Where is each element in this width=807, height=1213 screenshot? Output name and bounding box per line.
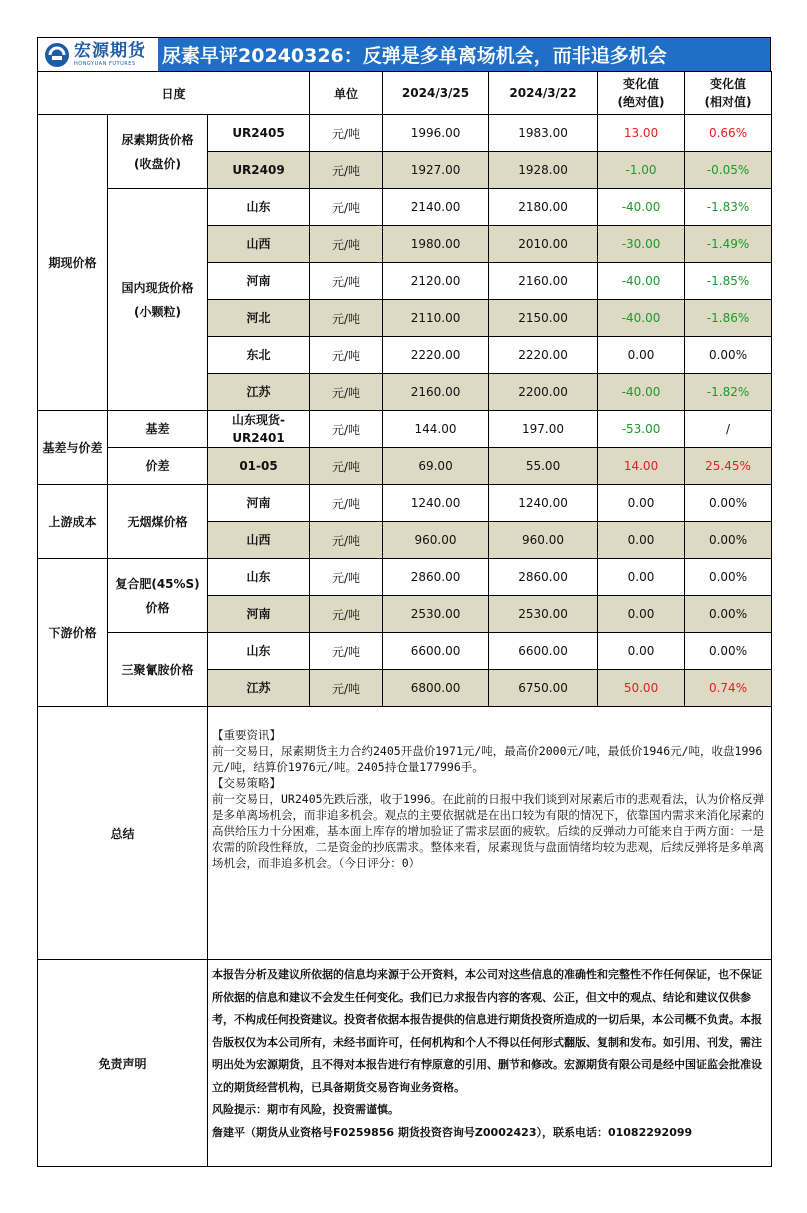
row-item-label: 山西 [208, 226, 310, 263]
summary-para2: 前一交易日，UR2405先跌后涨，收于1996。在此前的日报中我们谈到对尿素后市的悲观看法，认为价格反弹是多单离场机会，而非追多机会。观点的主要依据就是在出口较为有限的情况下，依靠国内需求来消化尿素的高供给压力十分困难，基本面上库存的增加验证了需求层面的疲软。后续的反弹动力可能来自于两方面：一是农需的阶段性释放，二是资金的抄底需求。整体来看，尿素现货与盘面情绪均较为悲观，后续反弹将是多单离场机会，而非追多机会。（今日评分：0） [212, 792, 765, 870]
row-rel-change: -1.83% [685, 189, 772, 226]
table-row [38, 189, 772, 226]
row-item-label: 山东 [208, 633, 310, 670]
row-abs-change: -1.00 [598, 152, 685, 189]
row-item-label: 山东 [208, 189, 310, 226]
col-header-rel-change: 变化值 (相对值) [685, 72, 772, 115]
disclaimer-row [38, 960, 772, 1167]
summary-row [38, 707, 772, 960]
disclaimer-risk: 风险提示：期市有风险，投资需谨慎。 [212, 1103, 399, 1116]
row-item-label: UR2405 [208, 115, 310, 152]
row-abs-change: -53.00 [598, 411, 685, 448]
logo-text-cn: 宏源期货 [74, 40, 146, 61]
row-rel-change: / [685, 411, 772, 448]
row-rel-change: -0.05% [685, 152, 772, 189]
row-unit: 元/吨 [310, 115, 383, 152]
subgroup-label: 基差 [108, 411, 208, 448]
row-unit: 元/吨 [310, 300, 383, 337]
disclaimer-author: 詹建平（期货从业资格号F0259856 期货投资咨询号Z0002423），联系电话：01082292099 [212, 1125, 693, 1139]
row-unit: 元/吨 [310, 374, 383, 411]
row-value-date2: 960.00 [489, 522, 598, 559]
row-item-label: 山西 [208, 522, 310, 559]
row-item-label: 山东 [208, 559, 310, 596]
row-value-date1: 2110.00 [383, 300, 489, 337]
row-unit: 元/吨 [310, 263, 383, 300]
row-value-date2: 6750.00 [489, 670, 598, 707]
row-value-date1: 1980.00 [383, 226, 489, 263]
row-abs-change: -30.00 [598, 226, 685, 263]
row-value-date1: 69.00 [383, 448, 489, 485]
price-table [37, 71, 772, 1167]
row-unit: 元/吨 [310, 226, 383, 263]
row-value-date2: 2530.00 [489, 596, 598, 633]
col-header-date1: 2024/3/25 [383, 72, 489, 115]
row-rel-change: 25.45% [685, 448, 772, 485]
report-sheet [37, 37, 771, 1167]
row-unit: 元/吨 [310, 522, 383, 559]
row-abs-change: 14.00 [598, 448, 685, 485]
row-abs-change: 0.00 [598, 485, 685, 522]
row-value-date2: 2160.00 [489, 263, 598, 300]
row-abs-change: 0.00 [598, 337, 685, 374]
table-row [38, 448, 772, 485]
row-rel-change: -1.86% [685, 300, 772, 337]
row-value-date1: 1240.00 [383, 485, 489, 522]
group-label: 下游价格 [38, 559, 108, 707]
summary-heading1: 【重要资讯】 [212, 728, 281, 742]
row-value-date1: 2530.00 [383, 596, 489, 633]
row-rel-change: -1.82% [685, 374, 772, 411]
row-abs-change: 0.00 [598, 596, 685, 633]
row-item-label: 01-05 [208, 448, 310, 485]
subgroup-label: 尿素期货价格 (收盘价) [108, 115, 208, 189]
row-value-date2: 2150.00 [489, 300, 598, 337]
row-value-date1: 1996.00 [383, 115, 489, 152]
summary-heading2: 【交易策略】 [212, 776, 281, 790]
row-item-label: 江苏 [208, 374, 310, 411]
group-label: 基差与价差 [38, 411, 108, 485]
row-value-date1: 2140.00 [383, 189, 489, 226]
disclaimer-body: 本报告分析及建议所依据的信息均来源于公开资料，本公司对这些信息的准确性和完整性不作任何保证，也不保证所依据的信息和建议不会发生任何变化。我们已力求报告内容的客观、公正，但文中的观点、结论和建议仅供参考，不构成任何投资建议。投资者依据本报告提供的信息进行期货投资所造成的一切后果，本公司概不负责。本报告版权仅为本公司所有，未经书面许可，任何机构和个人不得以任何形式翻版、复制和发布。如引用、刊发，需注明出处为宏源期货，且不得对本报告进行有悖原意的引用、删节和修改。宏源期货有限公司是经中国证监会批准设立的期货经营机构，已具备期货交易咨询业务资格。 [212, 968, 762, 1094]
row-value-date1: 960.00 [383, 522, 489, 559]
row-value-date2: 6600.00 [489, 633, 598, 670]
subgroup-label: 复合肥(45%S) 价格 [108, 559, 208, 633]
logo-text-en: HONGYUAN FUTURES [74, 60, 136, 67]
row-rel-change: 0.00% [685, 522, 772, 559]
row-unit: 元/吨 [310, 596, 383, 633]
row-value-date2: 55.00 [489, 448, 598, 485]
subgroup-label: 国内现货价格 (小颗粒) [108, 189, 208, 411]
row-rel-change: 0.00% [685, 596, 772, 633]
row-rel-change: 0.00% [685, 485, 772, 522]
summary-label: 总结 [38, 707, 208, 960]
row-value-date1: 6800.00 [383, 670, 489, 707]
row-rel-change: 0.00% [685, 633, 772, 670]
row-abs-change: -40.00 [598, 263, 685, 300]
subgroup-label: 三聚氰胺价格 [108, 633, 208, 707]
row-value-date2: 197.00 [489, 411, 598, 448]
logo-mark-icon [44, 42, 70, 68]
row-value-date2: 1240.00 [489, 485, 598, 522]
col-header-date2: 2024/3/22 [489, 72, 598, 115]
row-value-date1: 2860.00 [383, 559, 489, 596]
row-unit: 元/吨 [310, 670, 383, 707]
col-header-abs-change: 变化值 (绝对值) [598, 72, 685, 115]
row-unit: 元/吨 [310, 337, 383, 374]
row-unit: 元/吨 [310, 189, 383, 226]
company-logo [38, 38, 158, 71]
row-item-label: 山东现货- UR2401 [208, 411, 310, 448]
row-item-label: 河南 [208, 263, 310, 300]
row-item-label: 河南 [208, 596, 310, 633]
table-row [38, 633, 772, 670]
row-value-date1: 2220.00 [383, 337, 489, 374]
row-unit: 元/吨 [310, 633, 383, 670]
row-rel-change: 0.00% [685, 337, 772, 374]
row-abs-change: 13.00 [598, 115, 685, 152]
disclaimer-label: 免责声明 [38, 960, 208, 1167]
row-abs-change: -40.00 [598, 189, 685, 226]
group-label: 期现价格 [38, 115, 108, 411]
table-row [38, 559, 772, 596]
disclaimer-content [208, 960, 772, 1167]
row-rel-change: -1.85% [685, 263, 772, 300]
row-item-label: 东北 [208, 337, 310, 374]
row-item-label: UR2409 [208, 152, 310, 189]
subgroup-label: 无烟煤价格 [108, 485, 208, 559]
report-header [37, 37, 771, 71]
group-label: 上游成本 [38, 485, 108, 559]
row-value-date1: 1927.00 [383, 152, 489, 189]
row-unit: 元/吨 [310, 448, 383, 485]
row-unit: 元/吨 [310, 411, 383, 448]
row-abs-change: 0.00 [598, 633, 685, 670]
row-abs-change: 0.00 [598, 522, 685, 559]
row-value-date2: 2200.00 [489, 374, 598, 411]
row-value-date1: 2120.00 [383, 263, 489, 300]
report-title: 尿素早评20240326：反弹是多单离场机会，而非追多机会 [158, 38, 770, 71]
row-rel-change: 0.66% [685, 115, 772, 152]
row-abs-change: -40.00 [598, 300, 685, 337]
row-item-label: 河北 [208, 300, 310, 337]
row-item-label: 江苏 [208, 670, 310, 707]
col-header-dimension: 日度 [38, 72, 310, 115]
row-value-date2: 2220.00 [489, 337, 598, 374]
row-value-date1: 144.00 [383, 411, 489, 448]
row-abs-change: -40.00 [598, 374, 685, 411]
row-value-date2: 2010.00 [489, 226, 598, 263]
row-value-date1: 2160.00 [383, 374, 489, 411]
row-rel-change: 0.74% [685, 670, 772, 707]
table-row [38, 411, 772, 448]
summary-content [208, 707, 772, 960]
col-header-unit: 单位 [310, 72, 383, 115]
column-header-row [38, 72, 772, 115]
row-rel-change: 0.00% [685, 559, 772, 596]
row-rel-change: -1.49% [685, 226, 772, 263]
row-abs-change: 0.00 [598, 559, 685, 596]
row-value-date2: 2860.00 [489, 559, 598, 596]
row-value-date2: 2180.00 [489, 189, 598, 226]
table-row [38, 485, 772, 522]
summary-para1: 前一交易日，尿素期货主力合约2405开盘价1971元/吨，最高价2000元/吨，最低价1946元/吨，收盘1996元/吨，结算价1976元/吨。2405持仓量177996手。 [212, 744, 763, 774]
subgroup-label: 价差 [108, 448, 208, 485]
row-value-date2: 1983.00 [489, 115, 598, 152]
row-item-label: 河南 [208, 485, 310, 522]
table-row [38, 115, 772, 152]
row-abs-change: 50.00 [598, 670, 685, 707]
row-unit: 元/吨 [310, 559, 383, 596]
row-unit: 元/吨 [310, 485, 383, 522]
row-value-date2: 1928.00 [489, 152, 598, 189]
row-value-date1: 6600.00 [383, 633, 489, 670]
row-unit: 元/吨 [310, 152, 383, 189]
